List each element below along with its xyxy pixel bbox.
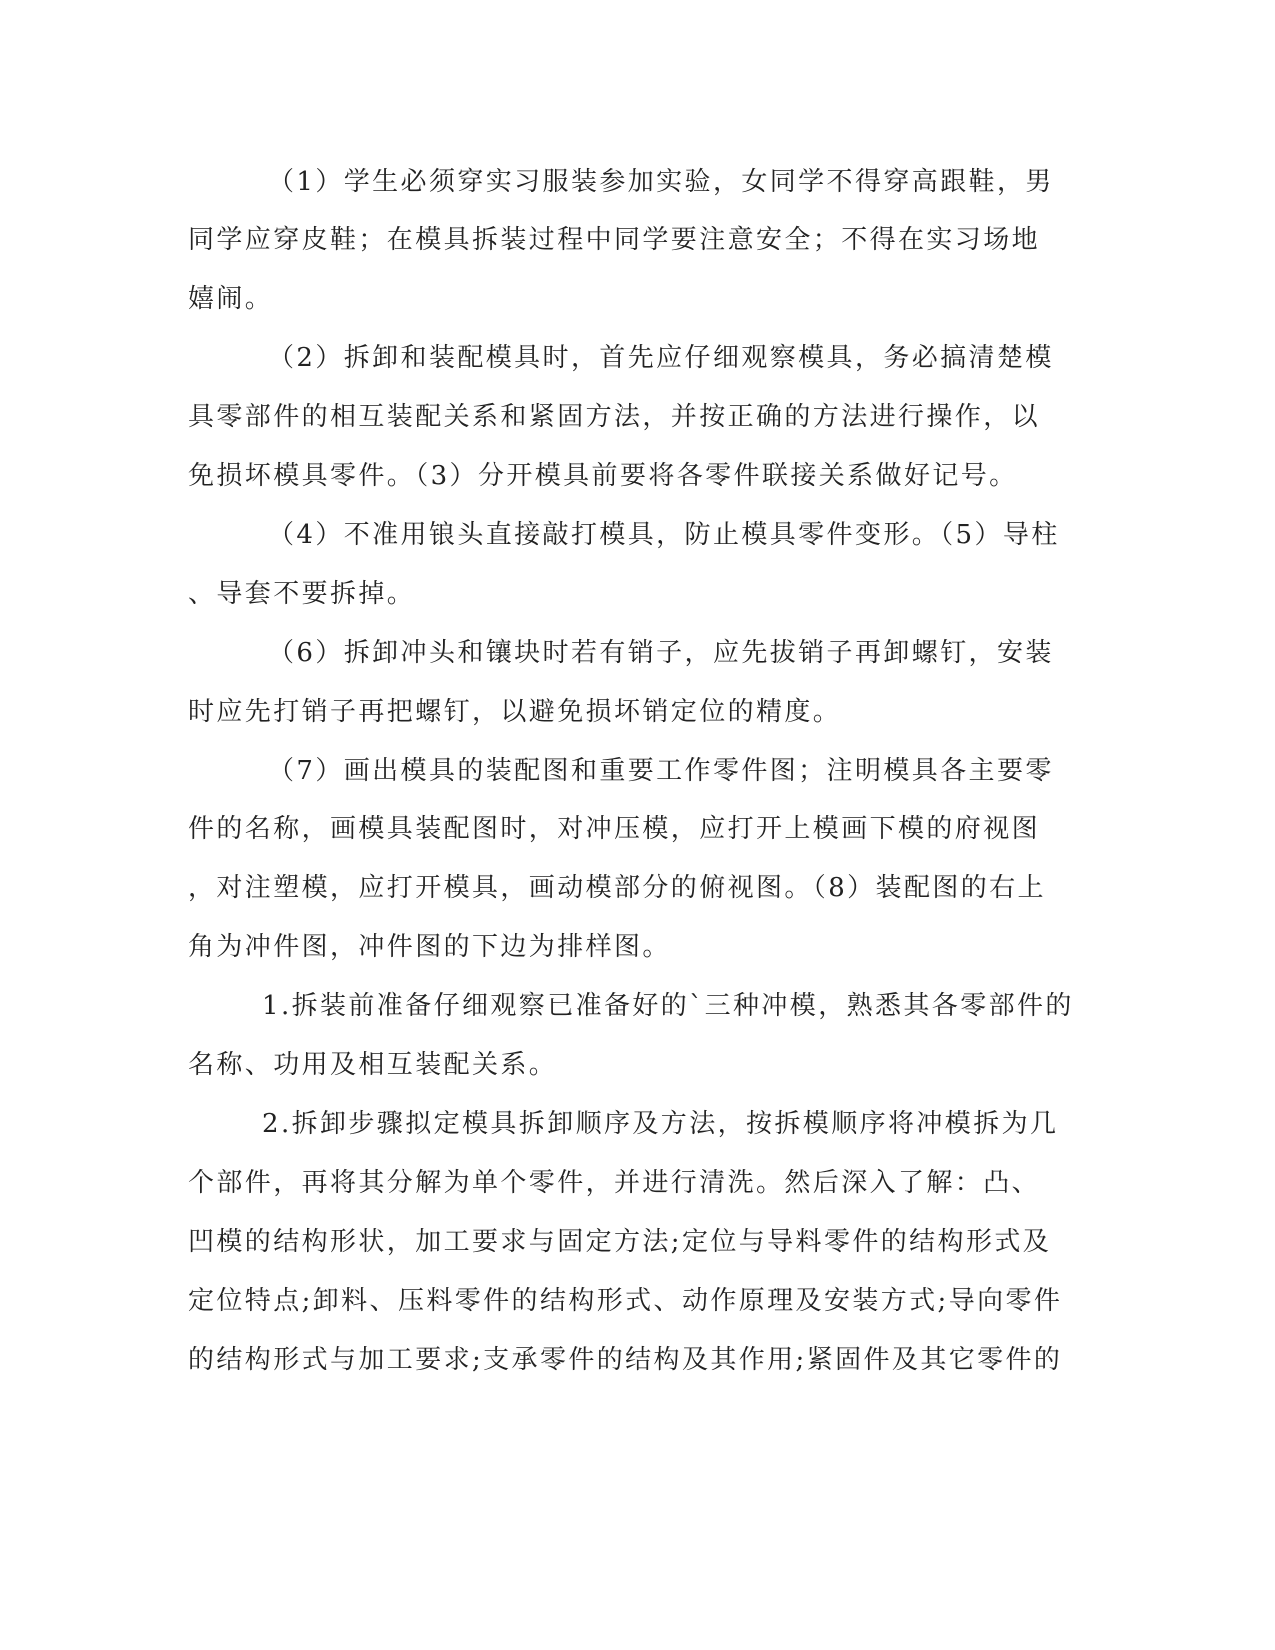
text-line-17: 2.拆卸步骤拟定模具拆卸顺序及方法，按拆模顺序将冲模拆为几 bbox=[262, 1109, 1059, 1139]
text-line-3: 嬉闹。 bbox=[188, 284, 274, 314]
text-line-15: 1.拆装前准备仔细观察已准备好的`三种冲模，熟悉其各零部件的 bbox=[262, 991, 1074, 1021]
text-line-12: 件的名称，画模具装配图时，对冲压模，应打开上模画下模的府视图 bbox=[188, 814, 1041, 844]
text-line-8: 、导套不要拆掉。 bbox=[188, 579, 416, 609]
text-line-19: 凹模的结构形状，加工要求与固定方法;定位与导料零件的结构形式及 bbox=[188, 1227, 1052, 1257]
text-line-14: 角为冲件图，冲件图的下边为排样图。 bbox=[188, 932, 671, 962]
text-line-18: 个部件，再将其分解为单个零件，并进行清洗。然后深入了解：凸、 bbox=[188, 1168, 1041, 1198]
text-line-2: 同学应穿皮鞋；在模具拆装过程中同学要注意安全；不得在实习场地 bbox=[188, 225, 1041, 255]
text-line-5: 具零部件的相互装配关系和紧固方法，并按正确的方法进行操作，以 bbox=[188, 402, 1041, 432]
text-line-7: （4）不准用锒头直接敲打模具，防止模具零件变形。（5）导柱 bbox=[268, 520, 1060, 550]
text-line-10: 时应先打销子再把螺钉，以避免损坏销定位的精度。 bbox=[188, 697, 842, 727]
text-line-21: 的结构形式与加工要求;支承零件的结构及其作用;紧固件及其它零件的 bbox=[188, 1345, 1063, 1375]
text-line-6: 免损坏模具零件。（3）分开模具前要将各零件联接关系做好记号。 bbox=[188, 461, 1018, 491]
text-line-1: （1）学生必须穿实习服装参加实验，女同学不得穿高跟鞋，男 bbox=[268, 167, 1054, 197]
text-line-9: （6）拆卸冲头和镶块时若有销子，应先拔销子再卸螺钉，安装 bbox=[268, 638, 1054, 668]
text-line-20: 定位特点;卸料、压料零件的结构形式、动作原理及安装方式;导向零件 bbox=[188, 1286, 1063, 1316]
text-line-16: 名称、功用及相互装配关系。 bbox=[188, 1050, 558, 1080]
text-line-4: （2）拆卸和装配模具时，首先应仔细观察模具，务必搞清楚模 bbox=[268, 343, 1054, 373]
text-line-11: （7）画出模具的装配图和重要工作零件图；注明模具各主要零 bbox=[268, 756, 1054, 786]
text-line-13: ，对注塑模，应打开模具，画动模部分的俯视图。（8）装配图的右上 bbox=[188, 873, 1046, 903]
